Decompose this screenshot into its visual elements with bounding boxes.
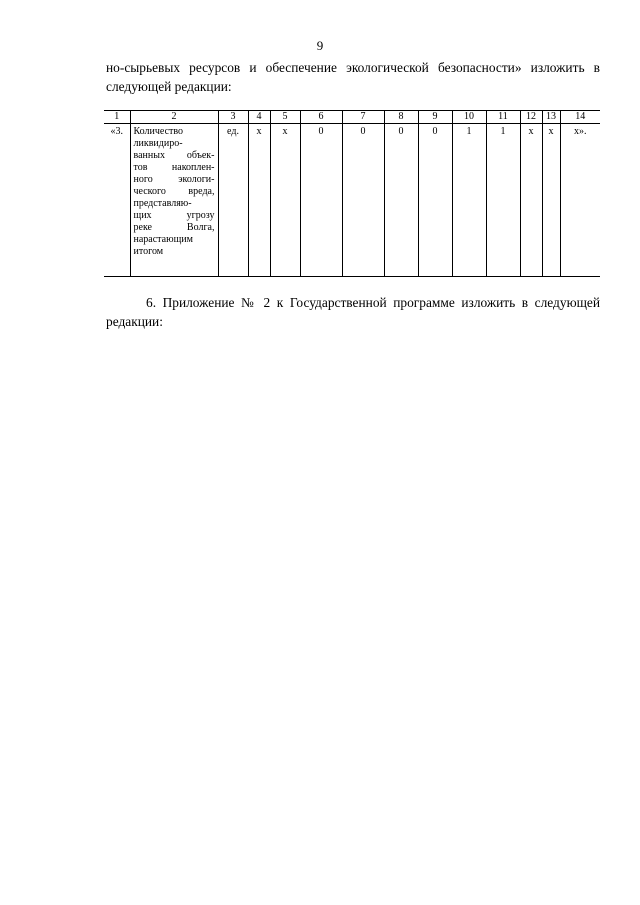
column-header-12: 12 [520,111,542,124]
intro-line-2: следующей редакции: [106,79,232,94]
indicator-name-line: представляю- [133,198,192,209]
column-header-1: 1 [104,111,130,124]
value-cell-12: х [520,124,542,277]
intro-paragraph [106,58,600,96]
column-header-2: 2 [130,111,218,124]
unit-cell: ед. [218,124,248,277]
value-cell-14: х». [560,124,600,277]
column-header-14: 14 [560,111,600,124]
column-header-5: 5 [270,111,300,124]
column-header-10: 10 [452,111,486,124]
indicator-name-line: ликвидиро- [133,138,183,149]
column-header-4: 4 [248,111,270,124]
section-6-line-1: 6. Приложение № 2 к Государственной программе изложить в следующей [146,295,600,310]
indicator-name-line: ванных объек- [133,150,215,161]
indicator-name-line: Количество [133,126,184,137]
row-number-cell: «3. [104,124,130,277]
column-header-8: 8 [384,111,418,124]
indicator-name-line: ческого вреда, [133,186,215,197]
value-cell-11: 1 [486,124,520,277]
value-cell-9: 0 [418,124,452,277]
indicator-name-line: щих угрозу [133,210,215,221]
indicator-name-line: тов накоплен- [133,162,215,173]
value-cell-8: 0 [384,124,418,277]
indicator-name-line: реке Волга, [133,222,215,233]
column-header-13: 13 [542,111,560,124]
indicator-name-line: ного экологи- [133,174,215,185]
section-6-paragraph [106,293,600,331]
column-header-6: 6 [300,111,342,124]
column-header-9: 9 [418,111,452,124]
table-row [104,124,600,277]
indicator-name-line: итогом [133,246,164,257]
section-6-line-2: редакции: [106,314,163,329]
value-cell-7: 0 [342,124,384,277]
intro-line-1: но-сырьевых ресурсов и обеспечение экологической безопасности» изложить в [106,60,600,75]
value-cell-4: х [248,124,270,277]
value-cell-6: 0 [300,124,342,277]
column-header-11: 11 [486,111,520,124]
value-cell-10: 1 [452,124,486,277]
value-cell-5: х [270,124,300,277]
indicator-name-line: нарастающим [133,234,193,245]
column-header-3: 3 [218,111,248,124]
column-header-7: 7 [342,111,384,124]
page-number: 9 [316,38,324,53]
table-header-row [104,111,600,124]
indicator-table [104,110,600,277]
value-cell-13: х [542,124,560,277]
indicator-name-cell [130,124,218,277]
